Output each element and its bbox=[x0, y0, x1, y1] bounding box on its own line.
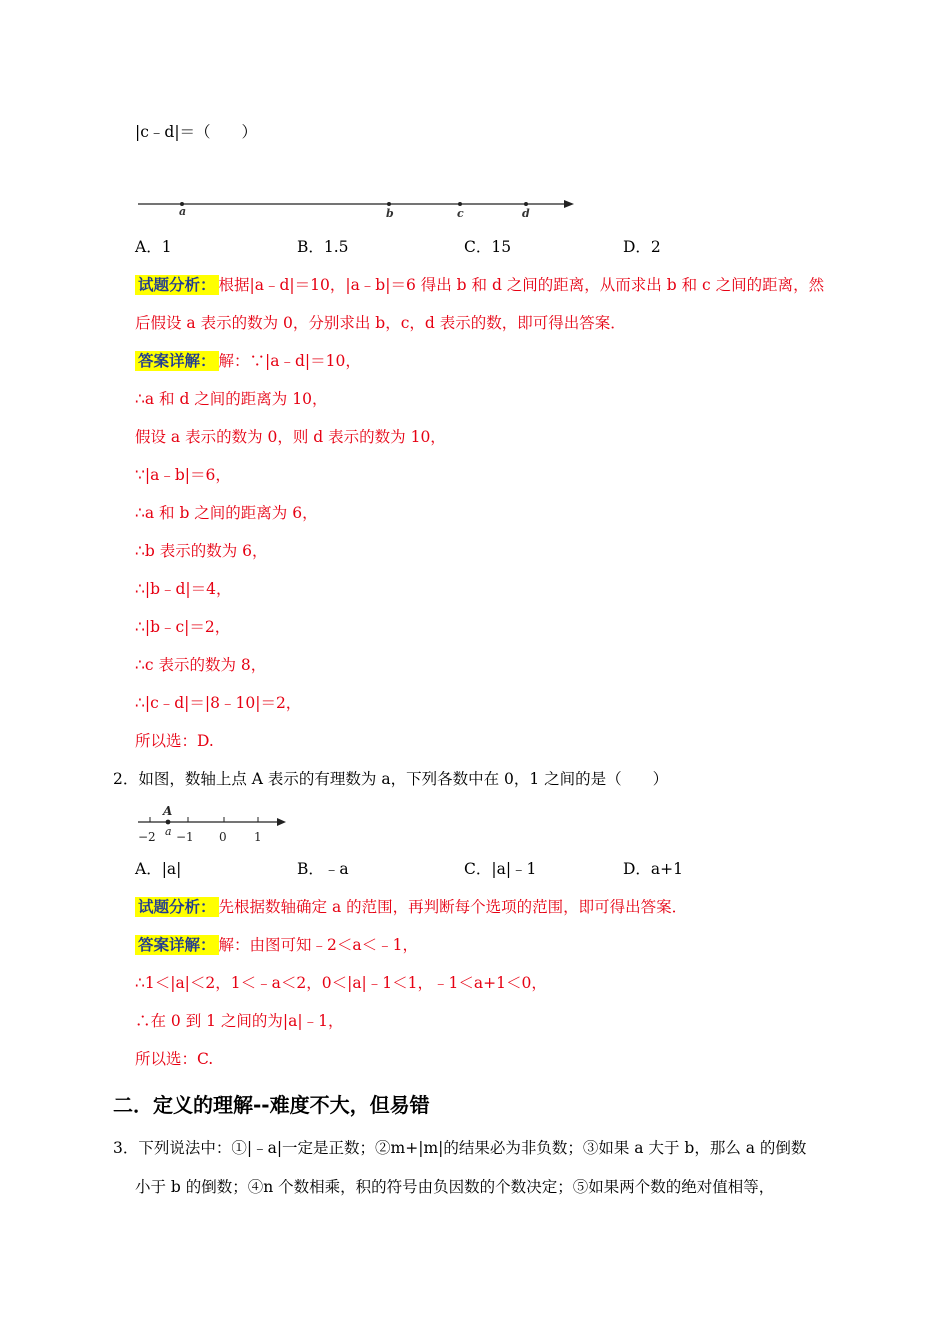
q1-answer-line5: ∴a 和 b 之间的距离为 6， bbox=[135, 504, 318, 522]
q1-option-b: B．1.5 bbox=[297, 238, 349, 256]
q2-analysis-line1 bbox=[135, 896, 687, 918]
q1-answer-text: 解：∵|a﹣d|＝10， bbox=[218, 352, 361, 370]
q1-answer-line9: ∴c 表示的数为 8， bbox=[135, 656, 267, 674]
q1-answer-tag: 答案详解： bbox=[135, 351, 219, 371]
q1-answer-line3: 假设 a 表示的数为 0，则 d 表示的数为 10， bbox=[135, 428, 446, 446]
q1-stem-tail: |c﹣d|＝（ ） bbox=[135, 123, 258, 141]
q2-option-a: A．|a| bbox=[135, 860, 182, 878]
q1-option-c: C．15 bbox=[464, 238, 512, 256]
q1-answer-line4: ∵|a﹣b|＝6， bbox=[135, 466, 231, 484]
q2-answer-line1 bbox=[135, 934, 418, 956]
q1-option-d: D．2 bbox=[623, 238, 661, 256]
q2-answer-line2: ∴1＜|a|＜2，1＜﹣a＜2，0＜|a|﹣1＜1，﹣1＜a+1＜0， bbox=[135, 974, 547, 992]
q1-answer-line2: ∴a 和 d 之间的距离为 10， bbox=[135, 390, 328, 408]
section-heading: 二．定义的理解--难度不大，但易错 bbox=[113, 1093, 430, 1117]
q3-line1: 3．下列说法中：①|﹣a|一定是正数；②m+|m|的结果必为非负数；③如果 a 大于 b，那么 a 的倒数 bbox=[113, 1139, 807, 1157]
q2-point-sub-a: a bbox=[165, 825, 172, 838]
q2-answer-line3: ∴在 0 到 1 之间的为|a|﹣1， bbox=[135, 1012, 344, 1030]
q1-analysis-line2: 后假设 a 表示的数为 0，分别求出 b，c，d 表示的数，即可得出答案． bbox=[135, 314, 626, 332]
q2-tick-neg2: −2 bbox=[138, 830, 156, 844]
q2-analysis-text: 先根据数轴确定 a 的范围，再判断每个选项的范围，即可得出答案． bbox=[218, 898, 688, 916]
q2-option-c: C．|a|﹣1 bbox=[464, 860, 537, 878]
q1-answer-line1 bbox=[135, 350, 361, 372]
q3-line2: 小于 b 的倒数；④n 个数相乘，积的符号由负因数的个数决定；⑤如果两个数的绝对值相等， bbox=[135, 1178, 775, 1196]
q2-answer-text: 解：由图可知﹣2＜a＜﹣1， bbox=[218, 936, 418, 954]
q1-axis-label-a: a bbox=[179, 205, 187, 218]
q2-tick-0: 0 bbox=[219, 830, 227, 844]
q2-option-b: B．﹣a bbox=[297, 860, 349, 878]
q2-tick-1: 1 bbox=[254, 830, 262, 844]
q1-axis-label-d: d bbox=[522, 207, 530, 220]
q1-analysis-text: 根据|a﹣d|＝10，|a﹣b|＝6 得出 b 和 d 之间的距离，从而求出 b 和 c 之间的距离，然 bbox=[218, 276, 825, 294]
q2-number-line bbox=[138, 802, 288, 844]
q2-option-d: D．a+1 bbox=[623, 860, 684, 878]
q1-analysis-line1 bbox=[135, 274, 824, 296]
q1-option-a: A．1 bbox=[135, 238, 172, 256]
q1-answer-line7: ∴|b﹣d|＝4， bbox=[135, 580, 232, 598]
q1-number-line bbox=[138, 196, 578, 226]
q2-point-label-A: A bbox=[163, 804, 173, 818]
q1-axis-label-c: c bbox=[457, 207, 464, 220]
q1-answer-line8: ∴|b﹣c|＝2， bbox=[135, 618, 231, 636]
q2-stem: 2．如图，数轴上点 A 表示的有理数为 a，下列各数中在 0，1 之间的是（ ） bbox=[113, 770, 669, 788]
q2-tick-neg1: −1 bbox=[176, 830, 194, 844]
q2-answer-line4: 所以选：C. bbox=[135, 1050, 214, 1068]
q1-answer-line11: 所以选：D. bbox=[135, 732, 214, 750]
q2-analysis-tag: 试题分析： bbox=[135, 897, 219, 917]
q1-answer-line6: ∴b 表示的数为 6， bbox=[135, 542, 268, 560]
q1-axis-label-b: b bbox=[386, 207, 394, 220]
q2-answer-tag: 答案详解： bbox=[135, 935, 219, 955]
q1-answer-line10: ∴|c﹣d|＝|8﹣10|＝2， bbox=[135, 694, 302, 712]
q1-analysis-tag: 试题分析： bbox=[135, 275, 219, 295]
